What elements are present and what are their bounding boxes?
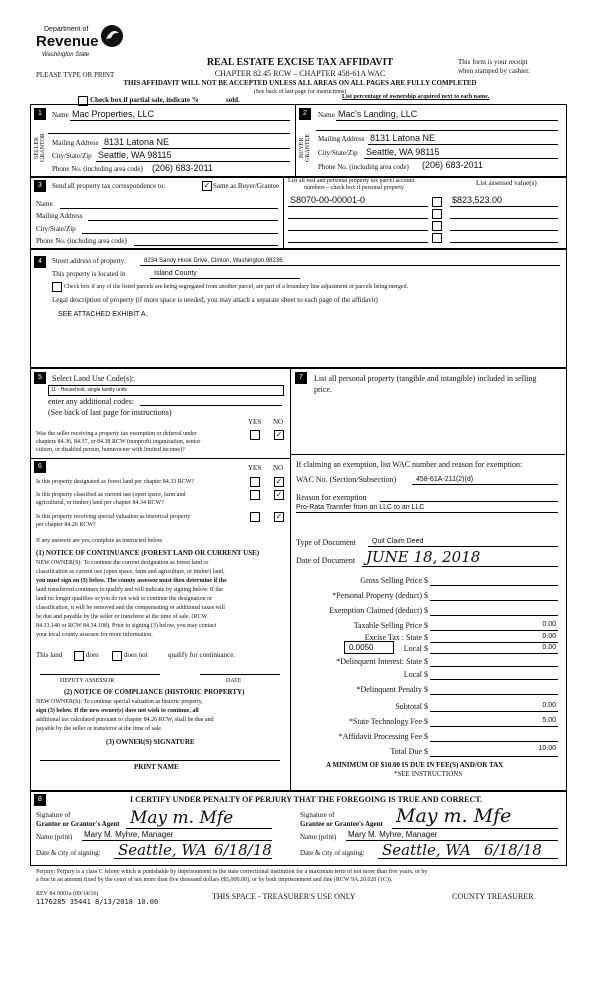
forest-land-question: Is this property designated as forest land per chapter 84.33 RCW?	[36, 479, 195, 485]
seller-name[interactable]: Mac Properties, LLC	[72, 109, 155, 119]
notice-continuance-line: classification as current use (open space, farm and agriculture, or timber) land,	[36, 569, 225, 575]
grantor-agent-label: Grantor or Grantor's Agent	[36, 820, 120, 828]
historic-question-2: per chapter 84.26 RCW?	[36, 522, 96, 528]
notice-continuance-line: NEW OWNER(S): To continue the current designation as forest land or	[36, 560, 209, 566]
fee-label-technology: *State Technology Fee $	[348, 717, 428, 726]
notice-compliance-line: additional tax calculated pursuant to chapter 84.26 RCW, shall be due and	[36, 717, 214, 723]
assessed-value[interactable]: $823,523.00	[452, 195, 503, 205]
notice-compliance-title: (2) NOTICE OF COMPLIANCE (HISTORIC PROPERTY)	[64, 688, 245, 696]
section-4-number: 4	[34, 256, 46, 268]
parcel-4-personal-checkbox[interactable]	[432, 233, 442, 243]
exemption-no-checkbox[interactable]: ✓	[275, 430, 283, 439]
section-5-number: 5	[34, 372, 46, 384]
sold-label: sold.	[226, 96, 240, 104]
seller-city-label: City/State/Zip	[52, 152, 92, 160]
current-use-question-2: agricultural, or timber) land per chapter 84.34 RCW?	[36, 500, 164, 506]
located-label: This property is located in	[52, 270, 126, 278]
perjury-line-1: Perjury: Perjury is a class C felony which is punishable by imprisonment in the state correctional institution for a maximum term of not more than five years, or by	[36, 869, 428, 875]
exemption-yes-checkbox[interactable]	[250, 430, 260, 440]
this-land-label: This land	[36, 651, 63, 659]
form-title: REAL ESTATE EXCISE TAX AFFIDAVIT	[206, 57, 394, 68]
dept-line1: Department of	[44, 26, 89, 33]
qualify-label: qualify for continuance.	[168, 651, 236, 659]
s5-no-header: NO	[273, 418, 284, 426]
buyer-phone-label: Phone No. (including area code)	[318, 163, 409, 171]
street-address[interactable]: 8234 Sandy Hook Drive, Clinton, Washington 98236	[144, 258, 283, 264]
certify-statement: I CERTIFY UNDER PENALTY OF PERJURY THAT THE FOREGOING IS TRUE AND CORRECT.	[130, 795, 483, 804]
grantee-date[interactable]: 6/18/18	[484, 841, 542, 859]
s6-yes-header: YES	[248, 464, 262, 472]
section-7-number: 7	[295, 372, 307, 384]
doc-date-label: Date of Document	[296, 556, 356, 565]
see-back-note: (See back of last page for instructions)	[253, 89, 347, 95]
doc-type-label: Type of Document	[296, 538, 356, 547]
forest-no-checkbox[interactable]: ✓	[275, 477, 283, 486]
grantee-agent-label: Grantee or Grantee's Agent	[300, 820, 383, 828]
personal-property-label-1: List all personal property (tangible and intangible) included in selling	[314, 374, 537, 383]
legal-description[interactable]: SEE ATTACHED EXHIBIT A.	[58, 311, 148, 318]
land-use-code-field[interactable]	[48, 385, 284, 396]
section-4	[30, 248, 567, 368]
seller-name-label: Name	[52, 111, 69, 119]
deputy-assessor-label: DEPUTY ASSESSOR	[60, 678, 115, 684]
historic-no-checkbox[interactable]: ✓	[275, 512, 283, 521]
fee-label-gross: Gross Selling Price $	[360, 576, 428, 585]
notice-continuance-title: (1) NOTICE OF CONTINUANCE (FOREST LAND OR CURRENT USE)	[36, 549, 260, 557]
fee-value-total[interactable]: 10.00	[538, 745, 556, 752]
seller-phone-label: Phone No. (including area code)	[52, 165, 143, 173]
send-correspondence-label: Send all property tax correspondence to:	[52, 182, 166, 190]
print-name-label: PRINT NAME	[134, 763, 179, 771]
owner-signature-label: (3) OWNER(S) SIGNATURE	[106, 738, 195, 746]
fee-value-taxable[interactable]: 0.00	[542, 621, 556, 628]
parcel-3-personal-checkbox[interactable]	[432, 221, 442, 231]
section-6-number: 6	[34, 461, 46, 473]
notice-continuance-line: classification, it will be removed and the compensating or additional taxes will	[36, 605, 225, 611]
perjury-line-2: a fine in an amount fixed by the court of not more than five thousand dollars ($5,000.00), or by both imprisonment and fine (RCW 9A.20.020 (1C)).	[36, 877, 393, 883]
county-name[interactable]: Island County	[154, 270, 197, 277]
grantee-name[interactable]: Mary M. Myhre, Manager	[348, 830, 438, 839]
street-label: Street address of property:	[52, 257, 127, 265]
doc-date[interactable]: JUNE 18, 2018	[366, 548, 481, 566]
land-use-label: Select Land Use Code(s):	[52, 374, 134, 383]
fee-value-technology[interactable]: 5.00	[542, 717, 556, 724]
land-use-code: 11 - Household, single family units	[51, 387, 127, 393]
exemption-reason[interactable]: Pro-Rata Transfer from an LLC to an LLC	[296, 504, 425, 511]
legal-description-label: Legal description of property (if more space is needed, you may attach a separate sheet to each page of the affidavit)	[52, 296, 378, 304]
does-not-label: does not	[124, 651, 148, 659]
section-1-number: 1	[34, 108, 46, 120]
seller-phone[interactable]: (206) 683-2011	[152, 163, 213, 173]
correspondence-name-label: Name	[36, 200, 53, 208]
grantor-sig-of-label: Signature of	[36, 811, 71, 819]
grantee-sig-of-label: Signature of	[300, 811, 335, 819]
section-8-number: 8	[34, 794, 46, 806]
grantee-signature[interactable]: May m. Mfe	[396, 805, 512, 827]
ownership-note: List percentage of ownership acquired next to each name.	[342, 94, 490, 100]
notice-continuance-line: be due and payable by the seller or transferor at the time of sale. (RCW	[36, 614, 208, 620]
please-type: PLEASE TYPE OR PRINT	[36, 71, 115, 79]
seller-mailing-label: Mailing Address	[52, 139, 99, 147]
local-rate: 0.0050	[349, 643, 374, 652]
s6-no-header: NO	[273, 464, 284, 472]
dept-line2: Revenue	[36, 33, 99, 50]
parcel-1-personal-checkbox[interactable]	[432, 197, 442, 207]
fee-label-subtotal: Subtotal $	[395, 702, 428, 711]
exemption-wac-label: If claiming an exemption, list WAC number and reason for exemption:	[296, 460, 523, 469]
exemption-question-1: Was the seller receiving a property tax exemption or deferral under	[36, 431, 197, 437]
fee-label-penalty: *Delinquent Penalty $	[356, 685, 428, 694]
grantor-signature[interactable]: May m. Mfe	[130, 808, 234, 828]
seller-side-label: SELLER GRANTOR	[34, 133, 46, 163]
historic-yes-checkbox[interactable]	[250, 512, 260, 522]
notice-compliance-line: payable by the seller or transferor at the time of sale.	[36, 726, 163, 732]
section-3-number: 3	[34, 180, 46, 192]
doc-type[interactable]: Quit Claim Deed	[372, 538, 424, 545]
correspondence-city-label: City/State/Zip	[36, 225, 76, 233]
fee-label-processing: *Affidavit Processing Fee $	[338, 732, 428, 741]
segregated-label: Check box if any of the listed parcels are being segregated from another parcel, are part of a boundary line adjustment or parcels being merged.	[64, 284, 409, 290]
fee-label-delinquent-local: Local $	[403, 670, 428, 679]
does-label: does	[86, 651, 99, 659]
buyer-name-label: Name	[318, 111, 335, 119]
does-not-checkbox[interactable]	[112, 651, 122, 661]
notice-compliance-line: sign (3) below. If the new owner(s) does not wish to continue, all	[36, 708, 199, 714]
see-instructions-note: *SEE INSTRUCTIONS	[394, 770, 463, 778]
revenue-logo	[36, 22, 126, 62]
recording-stamp: 1176285 35441 8/13/2018 10.00	[36, 898, 159, 906]
receipt-note-2: when stamped by cashier.	[458, 67, 530, 75]
parcel-header-2: numbers – check box if personal property	[304, 185, 404, 191]
date-label: DATE	[226, 678, 242, 684]
grantor-city[interactable]: Seattle, WA	[118, 841, 207, 859]
wac-number-label: WAC No. (Section/Subsection)	[296, 475, 397, 484]
personal-property-label-2: price.	[314, 385, 332, 394]
minimum-due-note: A MINIMUM OF $10.00 IS DUE IN FEE(S) AND/OR TAX	[326, 761, 504, 769]
parcel-2-personal-checkbox[interactable]	[432, 209, 442, 219]
county-treasurer-label: COUNTY TREASURER	[452, 892, 534, 901]
notice-continuance-line: 84.33.140 or RCW 84.34.108). Prior to signing (3) below, you may contact	[36, 623, 217, 629]
receipt-note-1: This form is your receipt	[458, 58, 528, 66]
section-2-number: 2	[299, 108, 311, 120]
grantor-date-city-label: Date & city of signing:	[36, 849, 101, 857]
buyer-city[interactable]: Seattle, WA 98115	[366, 147, 440, 157]
fee-label-total: Total Due $	[390, 747, 428, 756]
historic-question-1: Is this property receiving special valuation as historical property	[36, 514, 191, 520]
revenue-swirl-icon	[100, 24, 124, 48]
grantee-date-city-label: Date & city of signing:	[300, 849, 365, 857]
fee-label-local: Local $	[403, 644, 428, 653]
seller-city[interactable]: Seattle, WA 98115	[98, 150, 172, 160]
fee-label-delinquent-state: *Delinquent Interest: State $	[336, 657, 428, 666]
notice-continuance-line: you must sign on (3) below. The county assessor must then determine if the	[36, 578, 227, 584]
buyer-name[interactable]: Mac's Landing, LLC	[338, 109, 418, 119]
assessed-header: List assessed value(s)	[476, 179, 537, 187]
local-rate-field[interactable]	[344, 641, 394, 654]
seller-mailing[interactable]: 8131 Latona NE	[104, 137, 170, 147]
wac-number[interactable]: 458-61A-211(2)(d)	[416, 476, 474, 483]
same-as-buyer-checkbox[interactable]: ✓	[203, 181, 211, 190]
fee-label-personal: *Personal Property (deduct) $	[332, 591, 428, 600]
notice-continuance-line: land transferred continues to qualify and will indicate by signing below. If the	[36, 587, 223, 593]
buyer-city-label: City/State/Zip	[318, 149, 358, 157]
treasurer-use-label: THIS SPACE - TREASURER'S USE ONLY	[212, 892, 356, 901]
parcel-number[interactable]: S8070-00-00001-0	[290, 195, 366, 205]
partial-sale-label: Check box if partial sale, indicate %	[90, 96, 199, 104]
buyer-mailing-label: Mailing Address	[318, 135, 365, 143]
segregated-checkbox[interactable]	[52, 282, 62, 292]
grantor-name-label: Name (print)	[36, 833, 73, 841]
forest-yes-checkbox[interactable]	[250, 477, 260, 487]
notice-continuance-line: land no longer qualifies or you do not wish to continue the designation or	[36, 596, 213, 602]
additional-codes-label: enter any additional codes:	[48, 397, 134, 406]
correspondence-mailing-label: Mailing Address	[36, 212, 83, 220]
grantee-city[interactable]: Seattle, WA	[382, 841, 471, 859]
not-accepted-note: THIS AFFIDAVIT WILL NOT BE ACCEPTED UNLESS ALL AREAS ON ALL PAGES ARE FULLY COMPLETED	[123, 79, 477, 87]
if-yes-note: If any answers are yes, complete as instructed below.	[36, 538, 164, 544]
rev-form-number: REV 84 0001a (09/14/16)	[36, 891, 99, 897]
s5-yes-header: YES	[248, 418, 262, 426]
fee-label-exemption: Exemption Claimed (deduct) $	[329, 606, 428, 615]
current-use-no-checkbox[interactable]: ✓	[275, 490, 283, 499]
fee-value-excise-state[interactable]: 0.00	[542, 633, 556, 640]
fee-value-local[interactable]: 0.00	[542, 644, 556, 651]
notice-compliance-line: NEW OWNER(S): To continue special valuation as historic property,	[36, 699, 203, 705]
fee-label-taxable: Taxable Selling Price $	[353, 621, 428, 630]
grantor-date[interactable]: 6/18/18	[214, 841, 272, 859]
grantee-name-label: Name (print)	[300, 833, 337, 841]
grantor-name[interactable]: Mary M. Myhre, Manager	[84, 830, 174, 839]
buyer-side-label: BUYER GRANTEE	[299, 134, 311, 162]
buyer-phone[interactable]: (206) 683-2011	[422, 160, 483, 170]
land-use-see-back: (See back of last page for instructions)	[48, 408, 172, 417]
current-use-question-1: Is this property classified as current use (open space, farm and	[36, 492, 186, 498]
fee-value-subtotal[interactable]: 0.00	[542, 702, 556, 709]
current-use-yes-checkbox[interactable]	[250, 490, 260, 500]
form-subtitle: CHAPTER 82.45 RCW – CHAPTER 458-61A WAC	[214, 69, 386, 78]
fee-label-excise-state: Excise Tax : State $	[364, 633, 428, 642]
buyer-mailing[interactable]: 8131 Latona NE	[370, 133, 436, 143]
parcel-header-1: List all real and personal property tax parcel account	[288, 178, 415, 184]
notice-continuance-line: your local county assessor for more information.	[36, 632, 153, 638]
dept-line3: Washington State	[42, 52, 90, 58]
reason-label: Reason for exemption	[296, 493, 367, 502]
does-checkbox[interactable]	[74, 651, 84, 661]
exemption-question-3: citizen, or disabled person, homeowner with limited income)?	[36, 447, 185, 453]
exemption-question-2: chapters 84.36, 84.37, or 84.38 RCW (nonprofit organization, senior	[36, 439, 201, 445]
same-as-buyer-label: Same as Buyer/Grantee	[213, 182, 280, 190]
correspondence-phone-label: Phone No. (including area code)	[36, 237, 127, 245]
